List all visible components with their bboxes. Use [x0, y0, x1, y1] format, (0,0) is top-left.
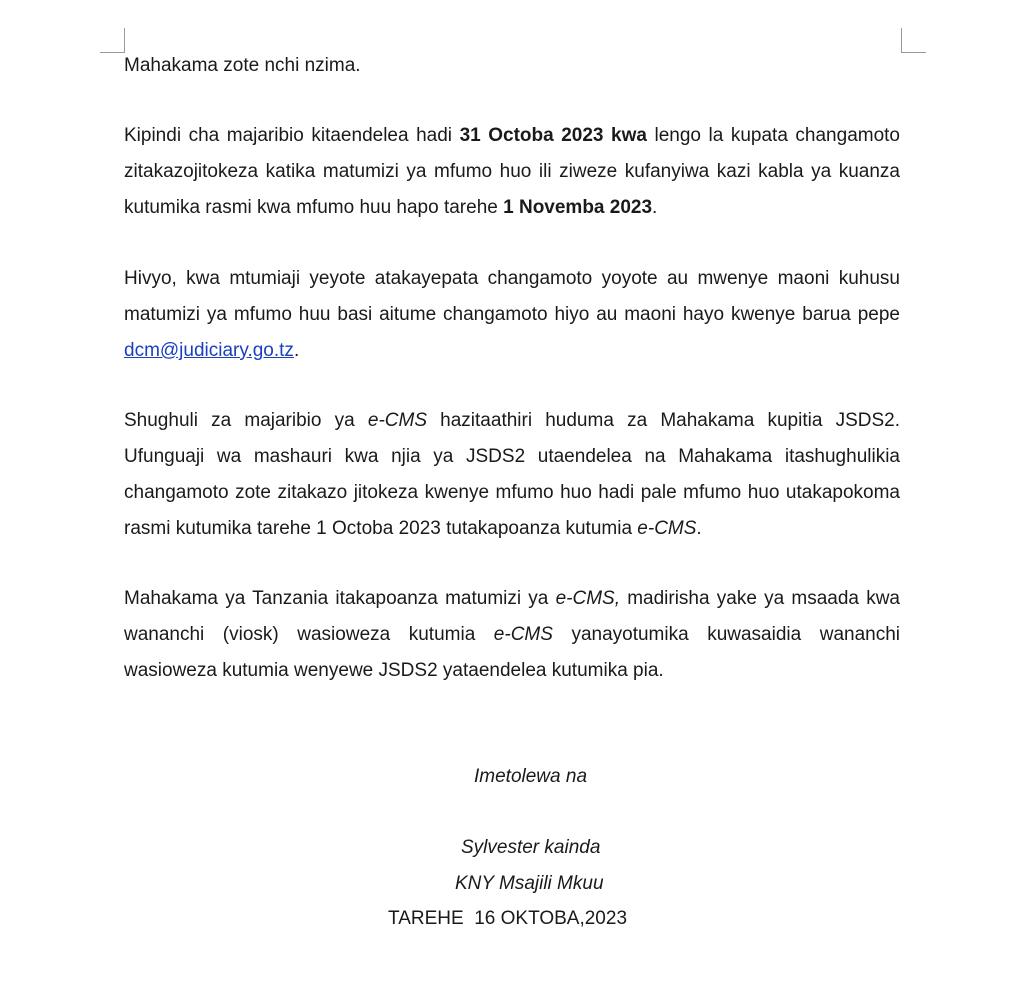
signatory-name: Sylvester kainda: [461, 837, 601, 858]
paragraph-2-text-a: Kipindi cha majaribio kitaendelea hadi: [124, 125, 460, 146]
crop-mark-top-right: [901, 28, 926, 53]
paragraph-2: [124, 118, 900, 226]
ecms-term: e-CMS: [493, 624, 553, 645]
paragraph-5-text-c: madirisha yake ya msaada kwa wananchi (viosk) wasioweza kutumia: [124, 588, 900, 645]
paragraph-5-text-e: yanayotumika kuwasaidia wananchi wasioweza kutumia wenyewe JSDS2 yataendelea kutumika pia.: [124, 624, 901, 681]
paragraph-1: [124, 48, 900, 84]
issue-date: TAREHE 16 OKTOBA,2023: [388, 908, 628, 929]
ecms-term: e-CMS: [367, 410, 427, 431]
email-link[interactable]: dcm@judiciary.go.tz: [124, 340, 294, 361]
paragraph-3: [124, 261, 900, 369]
paragraph-3-text-c: .: [293, 340, 300, 361]
signatory-title: KNY Msajili Mkuu: [455, 873, 604, 894]
ecms-term: e-CMS: [637, 518, 697, 539]
paragraph-4-text-e: .: [696, 518, 702, 539]
paragraph-5-text-a: Mahakama ya Tanzania itakapoanza matumizi ya: [124, 588, 556, 609]
crop-mark-top-left: [100, 28, 125, 53]
paragraph-2-text-e: .: [652, 197, 658, 218]
paragraph-4-text-c: hazitaathiri huduma za Mahakama kupitia JSDS2. Ufunguaji wa mashauri kwa njia ya JSDS2 utaendelea na Mahakama itashughulikia changamoto zote zitakazo jitokeza kwenye mfumo huo hadi pale mfumo huo utakapokoma rasmi kutumika tarehe 1 Octoba 2023 tutakapoanza kutumia: [124, 410, 900, 539]
trial-end-date: 31 Octoba 2023 kwa: [459, 125, 647, 146]
issued-by-label: Imetolewa na: [474, 766, 588, 787]
ecms-term: e-CMS,: [555, 588, 620, 609]
paragraph-2-text-c: lengo la kupata changamoto zitakazojitokeza katika matumizi ya mfumo huo ili ziweze kufanyiwa kazi kabla ya kuanza kutumika rasmi kwa mfumo huu hapo tarehe: [124, 125, 901, 218]
launch-date: 1 Novemba 2023: [503, 197, 653, 218]
paragraph-1-text: Mahakama zote nchi nzima.: [124, 55, 361, 76]
paragraph-4-text-a: Shughuli za majaribio ya: [124, 410, 368, 431]
paragraph-5: [124, 581, 900, 689]
paragraph-3-text-a: Hivyo, kwa mtumiaji yeyote atakayepata changamoto yoyote au mwenye maoni kuhusu matumizi ya mfumo huu basi aitume changamoto hiyo au maoni hayo kwenye barua pepe: [124, 268, 900, 325]
paragraph-4: [124, 403, 900, 547]
